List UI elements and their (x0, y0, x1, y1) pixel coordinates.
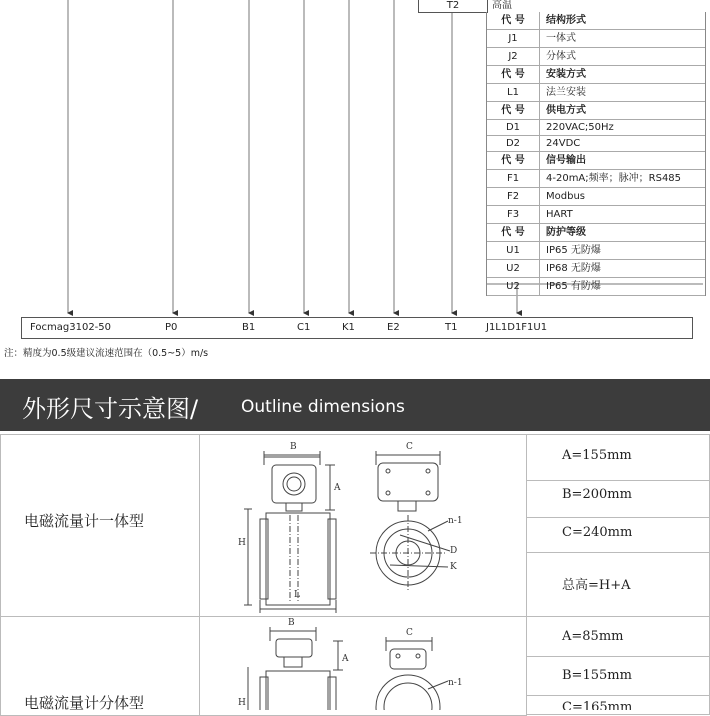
label-h: H (238, 538, 246, 548)
option-desc-t2: 高温 (492, 0, 512, 11)
dim-total-integral: 总高=H+A (562, 578, 631, 593)
option-header: 代 号 信号输出 (487, 152, 705, 170)
option-row: U2 IP68 无防爆 (487, 260, 705, 278)
label-a: A (334, 483, 341, 493)
option-row: D1 220VAC;50Hz (487, 120, 705, 136)
model-code-e: E2 (387, 322, 400, 333)
label-c-split: C (406, 628, 413, 638)
option-row: L1 法兰安装 (487, 84, 705, 102)
model-code-b: B1 (242, 322, 256, 333)
label-n1-split: n-1 (448, 678, 463, 688)
product-name-integral: 电磁流量计一体型 (24, 512, 145, 530)
model-code-options: J1L1D1F1U1 (486, 322, 548, 333)
label-c: C (406, 442, 413, 452)
dim-a-integral: A=155mm (562, 448, 632, 463)
option-header: 代 号 安装方式 (487, 66, 705, 84)
banner-title-cn: 外形尺寸示意图/ (22, 395, 199, 423)
split-side-view (376, 637, 448, 710)
option-header: 代 号 供电方式 (487, 102, 705, 120)
label-b: B (290, 442, 297, 452)
model-code-base: Focmag3102-50 (30, 322, 112, 333)
option-row: J1 一体式 (487, 30, 705, 48)
dim-c-split: C=165mm (562, 700, 633, 710)
model-code-c: C1 (297, 322, 311, 333)
option-header: 代 号 结构形式 (487, 12, 705, 30)
label-b-split: B (288, 618, 295, 628)
accuracy-note: 注：精度为0.5级建议流速范围在（0.5~5）m/s (4, 348, 209, 359)
option-row: F1 4-20mA;频率；脉冲；RS485 (487, 170, 705, 188)
label-h-split: H (238, 698, 246, 708)
model-code-p: P0 (165, 322, 178, 333)
model-code-bar (21, 317, 693, 339)
model-code-t: T1 (445, 322, 458, 333)
dim-b-integral: B=200mm (562, 487, 632, 502)
option-row: F2 Modbus (487, 188, 705, 206)
integral-front-view (244, 451, 336, 613)
integral-side-view (370, 451, 450, 591)
option-code-t2: T2 (418, 0, 488, 13)
dim-b-split: B=155mm (562, 668, 632, 683)
option-table (486, 12, 706, 296)
option-row: F3 HART (487, 206, 705, 224)
section-banner (0, 379, 710, 431)
option-header: 代 号 防护等级 (487, 224, 705, 242)
banner-title-en: Outline dimensions (241, 397, 405, 417)
option-row: U1 IP65 无防爆 (487, 242, 705, 260)
dim-c-integral: C=240mm (562, 525, 633, 540)
dim-a-split: A=85mm (562, 629, 624, 644)
flowmeter-drawings (200, 435, 526, 710)
label-l: L (294, 590, 300, 600)
split-front-view (248, 627, 343, 710)
option-row: D2 24VDC (487, 136, 705, 152)
product-name-split: 电磁流量计分体型 (24, 694, 145, 712)
option-row: J2 分体式 (487, 48, 705, 66)
label-n1: n-1 (448, 516, 463, 526)
option-row: U2 IP65 有防爆 (487, 278, 705, 296)
label-a-split: A (342, 654, 349, 664)
label-d: D (450, 546, 458, 556)
model-code-k: K1 (342, 322, 355, 333)
label-k: K (450, 562, 457, 572)
